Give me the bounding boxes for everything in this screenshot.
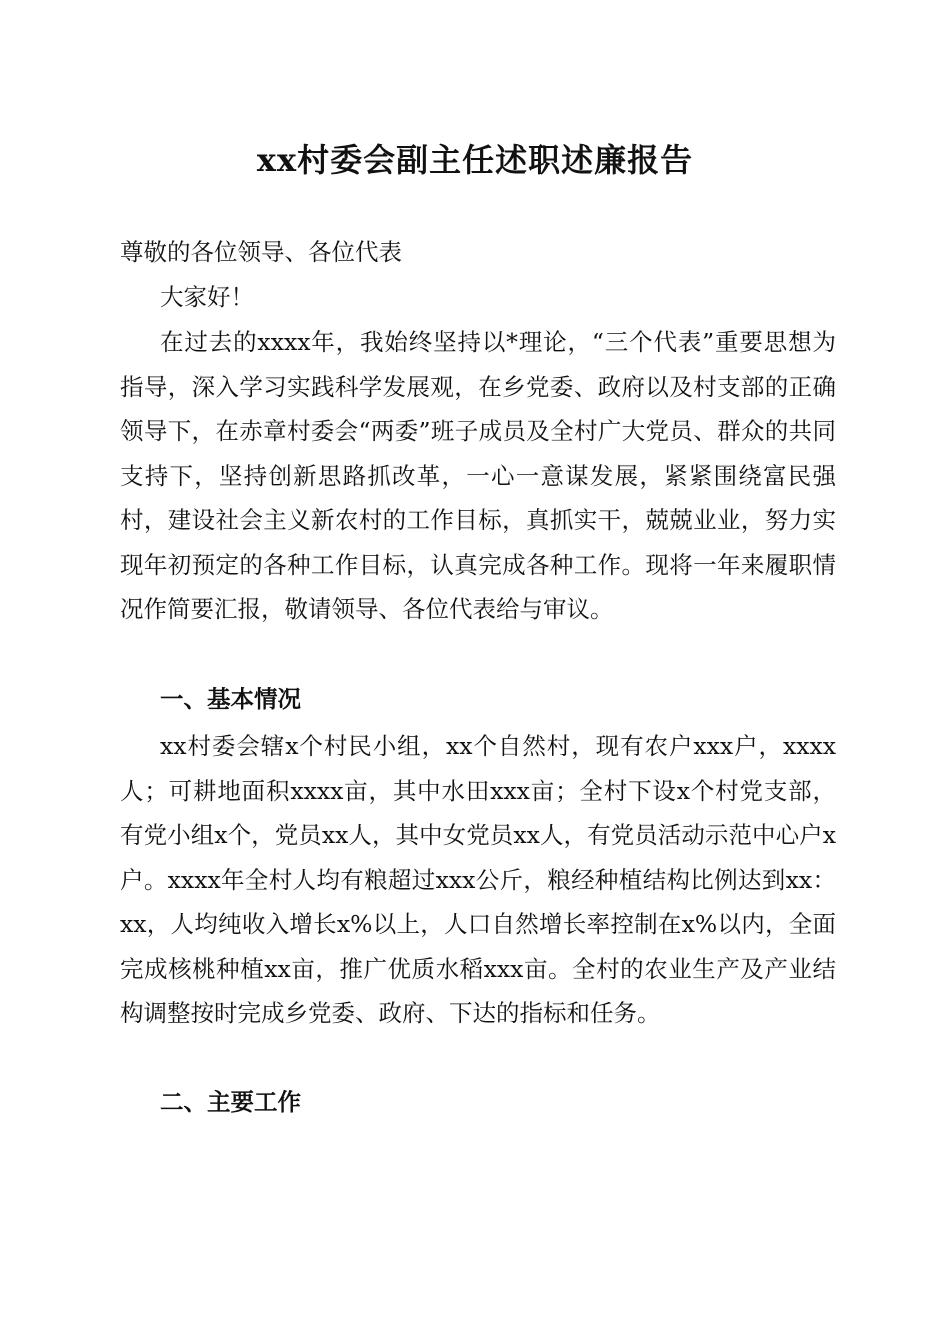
basic-situation-paragraph: xx村委会辖x个村民小组，xx个自然村，现有农户xxx户，xxxx人；可耕地面积xxxx亩，其中水田xxx亩；全村下设x个村党支部，有党小组x个，党员xx人，其中女党员xx人，有党员活动示范中心户x户。xxxx年全村人均有粮超过xxx公斤，粮经种植结构比例达到xx：xx，人均纯收入增长x%以上，人口自然增长率控制在x%以内，全面完成核桃种植xx亩，推广优质水稻xxx亩。全村的农业生产及产业结构调整按时完成乡党委、政府、下达的指标和任务。 (120, 732, 836, 1027)
section-heading-basic-situation: 一、基本情况 (160, 685, 301, 713)
section-heading-main-work: 二、主要工作 (160, 1088, 301, 1116)
salutation: 尊敬的各位领导、各位代表 (120, 238, 402, 266)
document-title: xx村委会副主任述职述廉报告 (256, 141, 694, 179)
intro-paragraph: 在过去的xxxx年，我始终坚持以*理论，“三个代表”重要思想为指导，深入学习实践科学发展观，在乡党委、政府以及村支部的正确领导下，在赤章村委会“两委”班子成员及全村广大党员、群众的共同支持下，坚持创新思路抓改革，一心一意谋发展，紧紧围绕富民强村，建设社会主义新农村的工作目标，真抓实干，兢兢业业，努力实现年初预定的各种工作目标，认真完成各种工作。现将一年来履职情况作简要汇报，敬请领导、各位代表给与审议。 (120, 328, 836, 623)
greeting: 大家好！ (160, 283, 254, 311)
